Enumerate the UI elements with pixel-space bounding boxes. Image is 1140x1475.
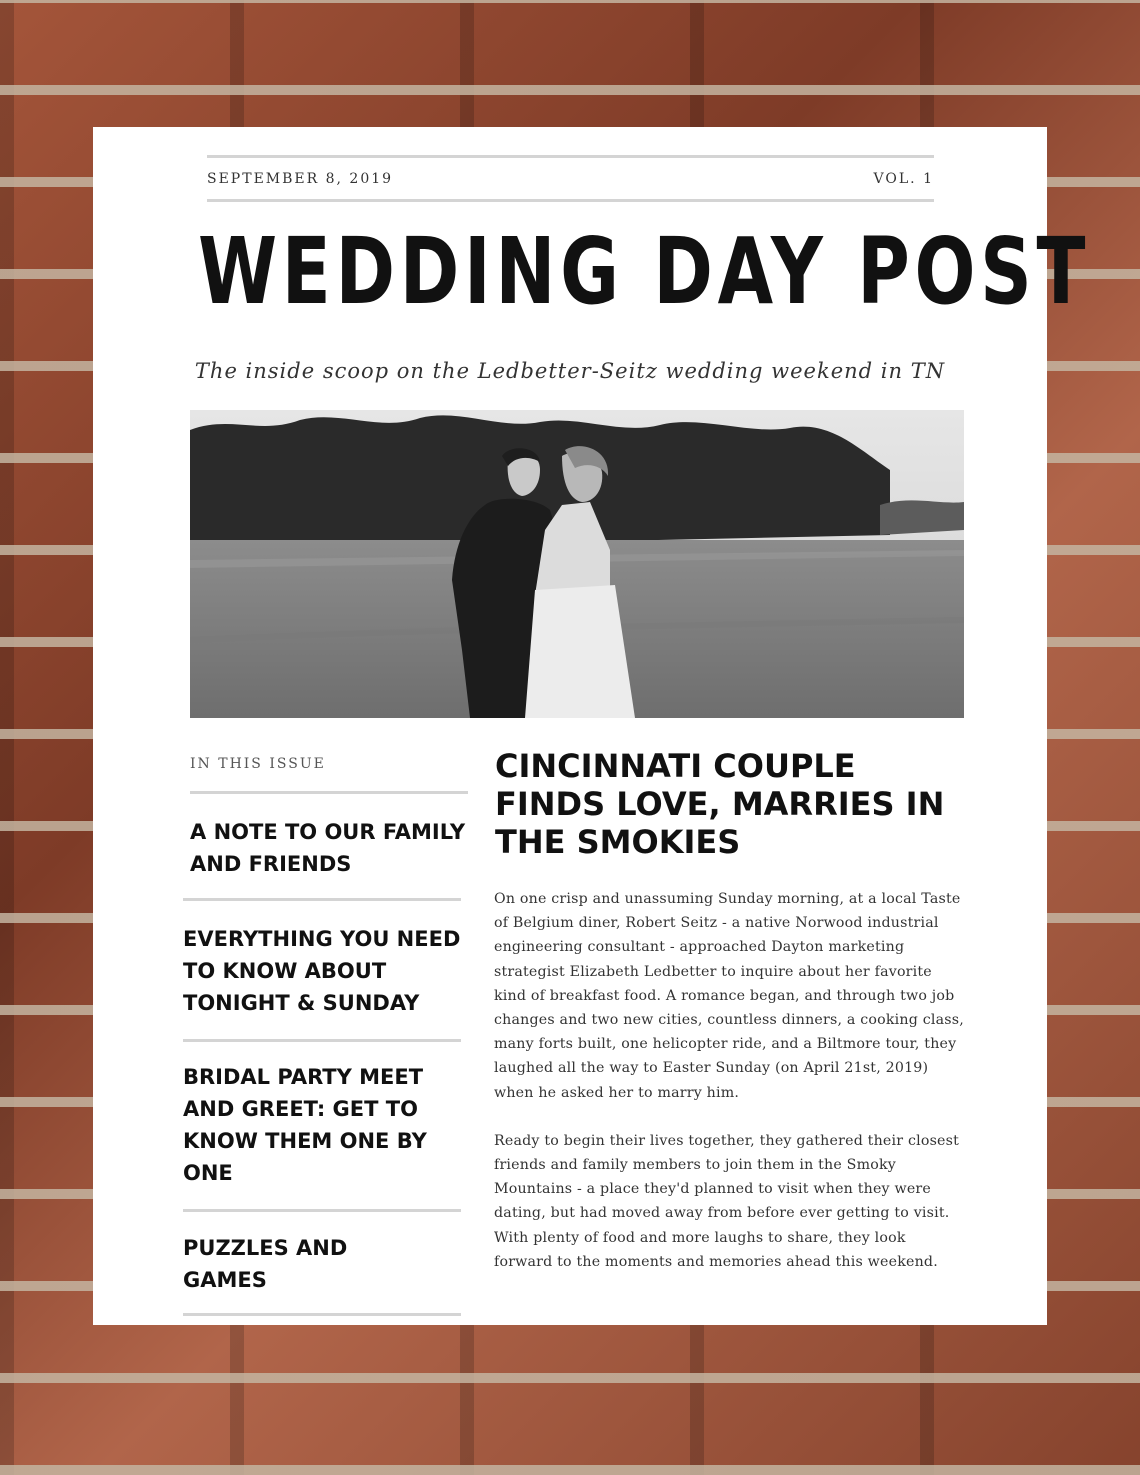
toc-divider (190, 791, 468, 794)
article-headline: CINCINNATI COUPLE FINDS LOVE, MARRIES IN THE SMOKIES (495, 747, 945, 861)
toc-divider (183, 1039, 461, 1042)
volume-number: VOL. 1 (873, 171, 934, 187)
masthead-title: WEDDING DAY POST (197, 218, 1091, 325)
article-paragraph: On one crisp and unassuming Sunday morning, at a local Taste of Belgium diner, Robert Seitz - a native Norwood industrial engineering consultant - approached Dayton marketing strategist Elizabeth Ledbetter to inquire about her favorite kind of breakfast food. A romance began, and through two job changes and two new cities, countless dinners, a cooking class, many forts built, one helicopter ride, and a Biltmore tour, they laughed all the way to Easter Sunday (on April 21st, 2019) when he asked her to marry him. (494, 891, 964, 1101)
toc-item-puzzles-and-games[interactable]: PUZZLES AND GAMES (183, 1236, 348, 1292)
toc-item-bridal-party[interactable]: BRIDAL PARTY MEET AND GREET: GET TO KNOW THEM ONE BY ONE (183, 1065, 427, 1185)
article-body (494, 887, 968, 1298)
toc-divider (183, 898, 461, 901)
toc-divider (183, 1313, 461, 1316)
couple-photo (190, 410, 964, 718)
toc-divider (183, 1209, 461, 1212)
header-rule (207, 199, 934, 202)
in-this-issue-label: IN THIS ISSUE (190, 756, 326, 772)
toc-item-note-to-family[interactable]: A NOTE TO OUR FAMILY AND FRIENDS (190, 820, 466, 876)
article-paragraph: Ready to begin their lives together, they gathered their closest friends and family members to join them in the Smoky Mountains - a place they'd planned to visit when they were dating, but had moved away from before ever getting to visit. With plenty of food and more laughs to share, they look forward to the moments and memories ahead this weekend. (494, 1132, 960, 1270)
tagline: The inside scoop on the Ledbetter-Seitz wedding weekend in TN (194, 359, 946, 383)
newspaper-page (93, 127, 1091, 1325)
couple-photo-image (190, 410, 964, 718)
toc-item-tonight-and-sunday[interactable]: EVERYTHING YOU NEED TO KNOW ABOUT TONIGHT & SUNDAY (183, 927, 461, 1015)
issue-date: SEPTEMBER 8, 2019 (207, 171, 394, 187)
top-rule (207, 155, 934, 158)
